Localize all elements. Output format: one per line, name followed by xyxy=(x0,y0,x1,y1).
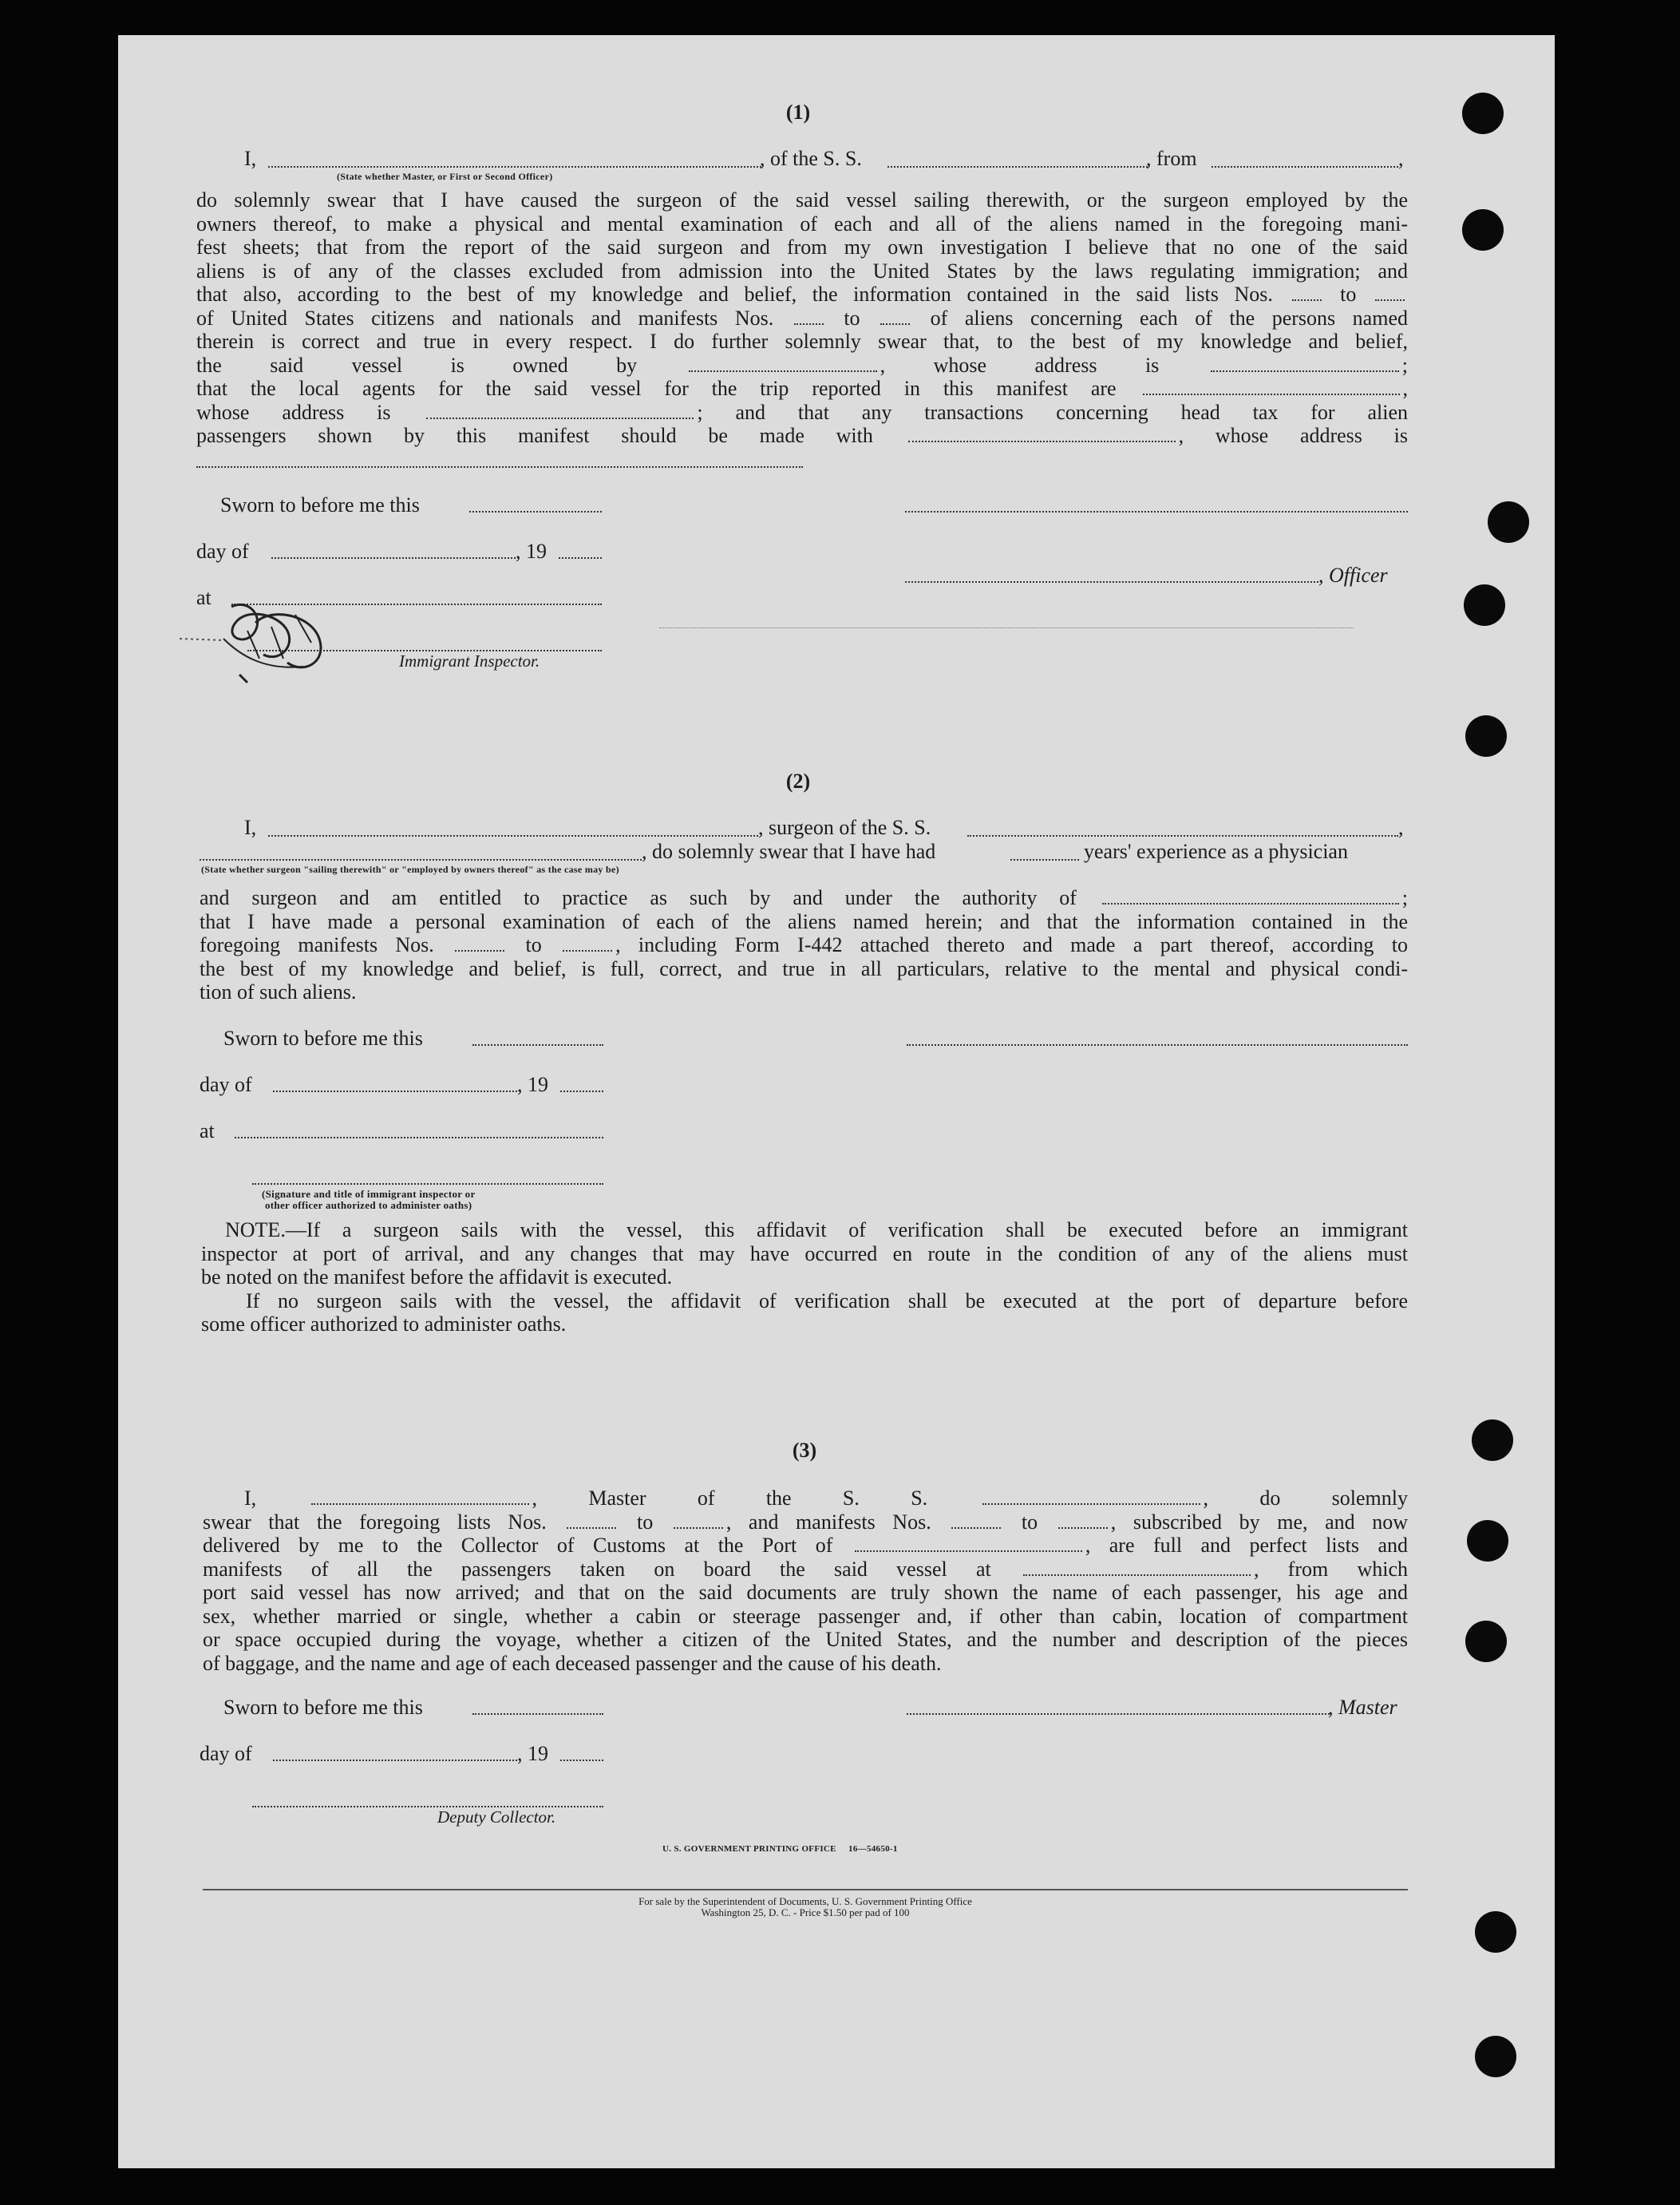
blank-field[interactable] xyxy=(1211,367,1399,372)
surgeon-status-field[interactable] xyxy=(200,859,642,861)
punch-hole xyxy=(1462,93,1504,134)
from-port-field[interactable] xyxy=(1212,166,1398,168)
sworn-date-field-3[interactable] xyxy=(472,1713,603,1715)
blank-field[interactable] xyxy=(1375,296,1405,301)
blank-field[interactable] xyxy=(951,1524,1001,1529)
section-3-day-of: day of xyxy=(200,1742,252,1765)
signature-note-2: other officer authorized to administer oaths) xyxy=(265,1199,472,1211)
footer-sale-line: For sale by the Superintendent of Documents, U. S. Government Printing Office xyxy=(638,1895,972,1907)
blank-field[interactable] xyxy=(1058,1524,1108,1529)
address-continuation-field[interactable] xyxy=(196,466,803,468)
inspector-stamp xyxy=(176,583,351,695)
year-field-2[interactable] xyxy=(560,1091,603,1092)
text-line: or space occupied during the voyage, whether a citizen of the United States, and the number and description of the pieces xyxy=(203,1628,1408,1651)
text-line: port said vessel has now arrived; and that on the said documents are truly shown the name of each passenger, his age and xyxy=(203,1581,1408,1604)
officer-signature-line-2[interactable] xyxy=(905,581,1318,583)
text-line: the said vessel is owned by , whose address is ; xyxy=(196,353,1408,377)
section-2-day-of: day of xyxy=(200,1073,252,1096)
blank-field[interactable] xyxy=(880,320,910,325)
section-2-number: (2) xyxy=(785,770,811,793)
section-1-at: at xyxy=(196,586,211,609)
text-line: do solemnly swear that I have caused the surgeon of the said vessel sailing therewith, or the surgeon employed by the xyxy=(196,188,1408,212)
section-2-swear: , do solemnly swear that I have had xyxy=(642,840,936,863)
section-2-note xyxy=(201,1218,1408,1336)
punch-hole xyxy=(1465,1621,1507,1662)
text-line: tion of such aliens. xyxy=(200,980,357,1004)
blank-field[interactable] xyxy=(1292,296,1322,301)
section-1-of-ss: , of the S. S. xyxy=(760,147,862,170)
blank-field[interactable] xyxy=(794,320,824,325)
section-2-at: at xyxy=(200,1119,215,1142)
sworn-date-field[interactable] xyxy=(469,511,602,513)
text-line: that the local agents for the said vessel for the trip reported in this manifest are , xyxy=(196,377,1408,400)
text-line: aliens is of any of the classes excluded from admission into the United States by the laws regulating immigration; and xyxy=(196,259,1408,283)
punch-hole xyxy=(1472,1419,1513,1461)
note-line: inspector at port of arrival, and any changes that may have occurred en route in the condition of any of the aliens must xyxy=(201,1241,1408,1265)
text-line: passengers shown by this manifest should be made with , whose address is xyxy=(196,424,1408,447)
month-field-3[interactable] xyxy=(273,1760,517,1761)
official-signature-line[interactable] xyxy=(252,1183,603,1185)
text-line: I, , Master of the S. S. , do solemnly xyxy=(244,1486,1408,1510)
blank-field[interactable] xyxy=(311,1500,529,1505)
at-place-field-2[interactable] xyxy=(235,1137,603,1138)
section-1-line1-i: I, xyxy=(244,147,257,170)
master-signature-line[interactable] xyxy=(907,1713,1330,1715)
text-line: that also, according to the best of my knowledge and belief, the information contained in the said lists Nos. to xyxy=(196,283,1408,307)
punch-hole xyxy=(1467,1520,1508,1562)
surgeon-signature-line[interactable] xyxy=(907,1044,1408,1046)
year-field-3[interactable] xyxy=(560,1760,603,1761)
text-line: whose address is ; and that any transactions concerning head tax for alien xyxy=(196,400,1408,424)
section-1-officer-note: (State whether Master, or First or Second Officer) xyxy=(337,171,553,182)
deputy-collector-label: Deputy Collector. xyxy=(437,1807,556,1827)
officer-title: , Officer xyxy=(1318,564,1388,587)
section-3-year: , 19 xyxy=(517,1742,548,1765)
blank-field[interactable] xyxy=(426,414,694,419)
section-2-surgeon-of: , surgeon of the S. S. xyxy=(758,816,931,839)
month-field[interactable] xyxy=(271,557,516,559)
punch-hole xyxy=(1465,715,1507,757)
note-line: be noted on the manifest before the affidavit is executed. xyxy=(201,1265,673,1289)
section-3-sworn: Sworn to before me this xyxy=(223,1696,423,1719)
text-line: that I have made a personal examination of each of the aliens named herein; and that the information contained in the xyxy=(200,909,1408,933)
footer-rule xyxy=(203,1889,1408,1890)
punch-hole xyxy=(1475,1911,1516,1953)
section-2-years: years' experience as a physician xyxy=(1084,840,1348,863)
section-1-year: , 19 xyxy=(516,540,547,563)
master-name-field[interactable] xyxy=(268,166,761,168)
printing-office-line: U. S. GOVERNMENT PRINTING OFFICE 16—54650-1 xyxy=(662,1844,898,1854)
text-line: therein is correct and true in every respect. I do further solemnly swear that, to the best of my knowledge and belief, xyxy=(196,330,1408,353)
blank-field[interactable] xyxy=(563,947,612,952)
surgeon-vessel-field[interactable] xyxy=(967,835,1398,837)
section-2-comma: , xyxy=(1398,816,1404,839)
text-line: of United States citizens and nationals and manifests Nos. to of aliens concerning each of the persons named xyxy=(196,306,1408,330)
text-line: and surgeon and am entitled to practice as such by and under the authority of ; xyxy=(200,886,1408,909)
officer-signature-line-1[interactable] xyxy=(905,511,1408,513)
separator-line xyxy=(659,627,1354,628)
blank-field[interactable] xyxy=(567,1524,616,1529)
note-line: If no surgeon sails with the vessel, the affidavit of verification shall be executed at the port of departure before xyxy=(246,1289,1408,1312)
month-field-2[interactable] xyxy=(273,1091,517,1092)
punch-hole xyxy=(1475,2036,1516,2077)
text-line: sex, whether married or single, whether a cabin or steerage passenger and, if other than cabin, location of compartment xyxy=(203,1604,1408,1628)
text-line: swear that the foregoing lists Nos. to , and manifests Nos. to , subscribed by me, and now xyxy=(203,1510,1409,1534)
section-1-oath-text xyxy=(196,188,1408,448)
blank-field[interactable] xyxy=(855,1547,1082,1552)
blank-field[interactable] xyxy=(674,1524,723,1529)
note-line: some officer authorized to administer oaths. xyxy=(201,1312,567,1336)
section-2-line1-i: I, xyxy=(244,816,257,839)
signature-note-1: (Signature and title of immigrant inspector or xyxy=(262,1188,476,1200)
text-line: fest sheets; that from the report of the said surgeon and from my own investigation I believe that no one of the said xyxy=(196,236,1408,259)
blank-field[interactable] xyxy=(908,437,1176,442)
section-2-year: , 19 xyxy=(517,1073,548,1096)
text-line: owners thereof, to make a physical and mental examination of each and all of the aliens named in the foregoing mani- xyxy=(196,212,1408,236)
blank-field[interactable] xyxy=(689,367,877,372)
years-experience-field[interactable] xyxy=(1010,859,1079,861)
text-line: delivered by me to the Collector of Customs at the Port of , are full and perfect lists and xyxy=(203,1534,1408,1557)
immigrant-inspector-label: Immigrant Inspector. xyxy=(399,651,540,671)
section-1-comma: , xyxy=(1398,147,1404,170)
section-1-from: , from xyxy=(1146,147,1197,170)
year-field[interactable] xyxy=(559,557,602,559)
blank-field[interactable] xyxy=(1102,900,1399,905)
surgeon-name-field[interactable] xyxy=(268,835,758,837)
sworn-date-field-2[interactable] xyxy=(472,1044,603,1046)
blank-field[interactable] xyxy=(1023,1571,1251,1576)
note-line: NOTE.—If a surgeon sails with the vessel, this affidavit of verification shall be executed before an immigrant xyxy=(225,1218,1408,1241)
vessel-name-field[interactable] xyxy=(887,166,1148,168)
section-1-sworn: Sworn to before me this xyxy=(220,493,420,517)
footer-address-line: Washington 25, D. C. - Price $1.50 per pad of 100 xyxy=(701,1906,910,1918)
section-2-oath-text xyxy=(200,886,1408,1004)
section-1-number: (1) xyxy=(785,101,811,124)
section-2-sworn: Sworn to before me this xyxy=(223,1027,423,1050)
section-1-day-of: day of xyxy=(196,540,249,563)
text-line: of baggage, and the name and age of each deceased passenger and the cause of his death. xyxy=(203,1651,942,1675)
text-line: the best of my knowledge and belief, is full, correct, and true in all particulars, relative to the mental and physical condi- xyxy=(200,956,1408,980)
section-3-oath-text xyxy=(203,1486,1408,1675)
section-2-surgeon-note: (State whether surgeon "sailing therewith" or "employed by owners thereof" as the case may be) xyxy=(201,864,619,875)
blank-field[interactable] xyxy=(455,947,504,952)
blank-field[interactable] xyxy=(982,1500,1200,1505)
punch-hole xyxy=(1462,209,1504,251)
punch-hole xyxy=(1488,501,1529,543)
blank-field[interactable] xyxy=(1143,390,1400,395)
section-3-number: (3) xyxy=(792,1439,817,1462)
text-line: foregoing manifests Nos. to , including Form I-442 attached thereto and made a part thereof, according to xyxy=(200,933,1408,956)
text-line: manifests of all the passengers taken on board the said vessel at , from which xyxy=(203,1557,1408,1581)
punch-hole xyxy=(1464,584,1505,626)
master-title: , Master xyxy=(1328,1696,1397,1719)
